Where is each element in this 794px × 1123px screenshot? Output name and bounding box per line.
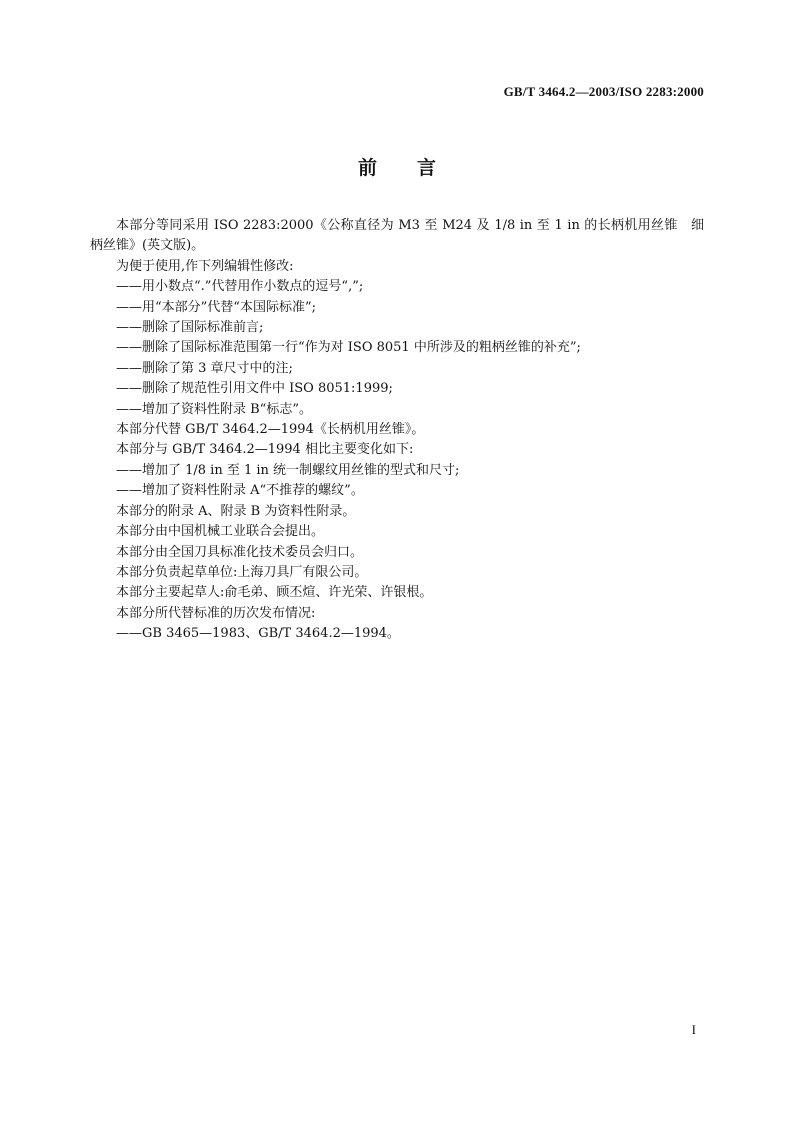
list-item: ——增加了资料性附录 A“不推荐的螺纹”。 (116, 483, 364, 499)
paragraph: 为便于使用,作下列编辑性修改: (116, 258, 294, 274)
paragraph: 本部分主要起草人:俞毛弟、顾丕煊、许光荣、许银根。 (116, 585, 433, 601)
standard-number: GB/T 3464.2—2003/ISO 2283:2000 (503, 84, 704, 99)
paragraph: 本部分由全国刀具标准化技术委员会归口。 (116, 544, 364, 560)
list-item: ——增加了资料性附录 B“标志”。 (116, 401, 312, 417)
list-item: ——删除了国际标准范围第一行“作为对 ISO 8051 中所涉及的粗柄丝锥的补充”; (116, 340, 581, 356)
paragraph: 本部分与 GB/T 3464.2—1994 相比主要变化如下: (116, 442, 414, 458)
paragraph: 本部分代替 GB/T 3464.2—1994《长柄机用丝锥》。 (116, 422, 425, 438)
page-title: 前言 (357, 157, 476, 179)
list-item: ——删除了规范性引用文件中 ISO 8051:1999; (116, 381, 393, 397)
list-item: ——增加了 1/8 in 至 1 in 统一制螺纹用丝锥的型式和尺寸; (116, 462, 460, 478)
paragraph: 本部分负责起草单位:上海刀具厂有限公司。 (116, 564, 368, 580)
list-item: ——删除了第 3 章尺寸中的注; (116, 360, 293, 376)
list-item: ——用“本部分”代替“本国际标准”; (116, 299, 316, 315)
foreword-body (90, 216, 704, 645)
list-item: ——GB 3465—1983、GB/T 3464.2—1994。 (116, 626, 400, 642)
list-item: ——用小数点“.”代替用作小数点的逗号“,”; (116, 279, 364, 295)
paragraph-adoption: 本部分等同采用 ISO 2283:2000《公称直径为 M3 至 M24 及 1/8 in 至 1 in 的长柄机用丝锥 细柄丝锥》(英文版)。 (90, 218, 704, 254)
list-item: ——删除了国际标准前言; (116, 320, 264, 336)
paragraph: 本部分的附录 A、附录 B 为资料性附录。 (116, 503, 356, 519)
paragraph: 本部分由中国机械工业联合会提出。 (116, 524, 325, 540)
paragraph: 本部分所代替标准的历次发布情况: (116, 605, 316, 621)
page-number: I (691, 1022, 696, 1037)
